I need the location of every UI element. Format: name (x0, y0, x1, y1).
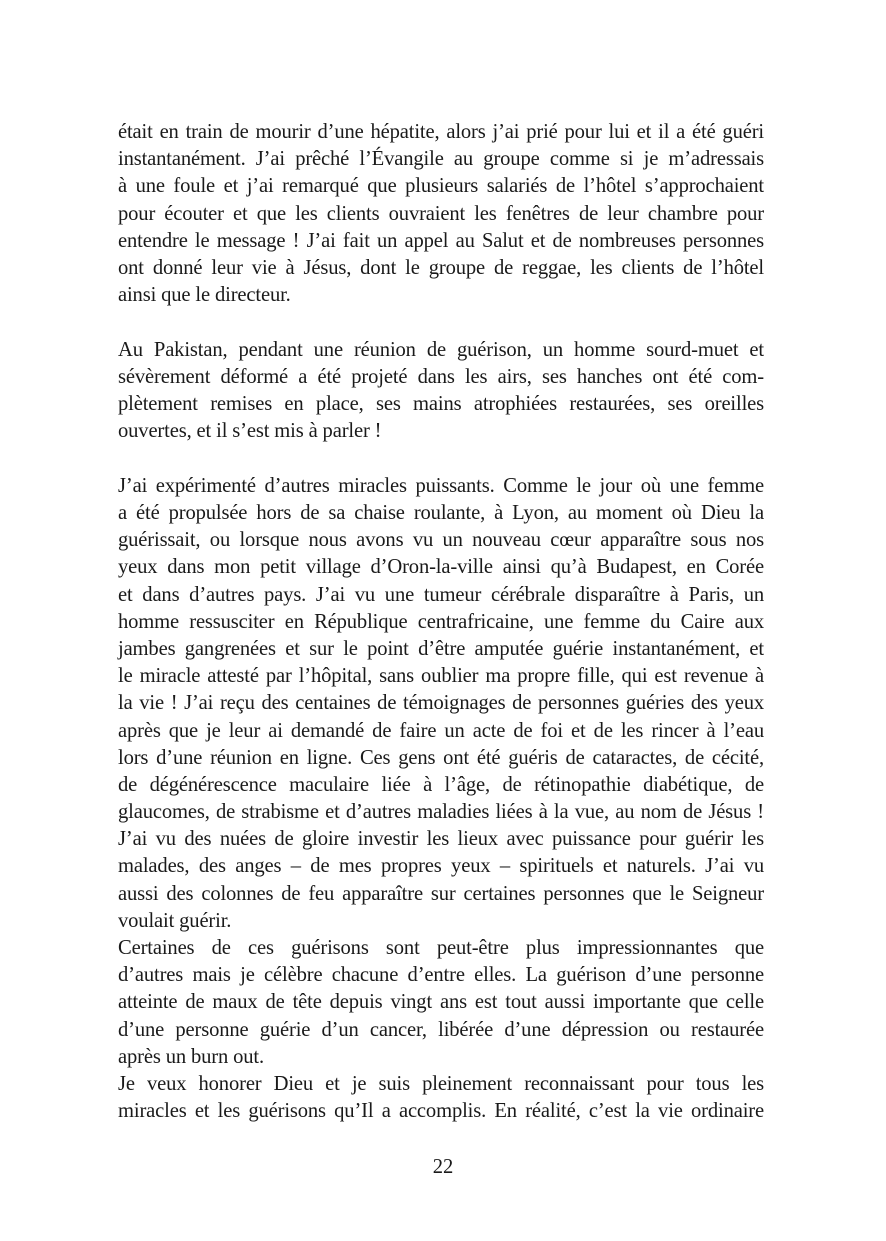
text-line: homme ressusciter en République centrafricaine, une femme du Caire aux (118, 610, 764, 633)
text-line: voulait guérir. (118, 909, 232, 932)
text-line: et dans d’autres pays. J’ai vu une tumeur cérébrale disparaître à Paris, un (118, 583, 764, 606)
text-line: guérissait, ou lorsque nous avons vu un nouveau cœur apparaître sous nos (118, 529, 764, 552)
text-line: ainsi que le directeur. (118, 284, 291, 307)
text-line: était en train de mourir d’une hépatite, alors j’ai prié pour lui et il a été guéri (118, 121, 764, 143)
text-line: Certaines de ces guérisons sont peut-être plus impressionnantes que (118, 937, 764, 960)
paragraph-gap (118, 445, 764, 472)
text-line: malades, des anges – de mes propres yeux – spirituels et naturels. J’ai vu (118, 855, 764, 878)
text-line: plètement remises en place, ses mains atrophiées restaurées, ses oreilles (118, 393, 764, 416)
paragraph-pakistan (118, 337, 764, 446)
text-line: d’une personne guérie d’un cancer, libérée d’une dépression ou restaurée (118, 1018, 764, 1041)
text-line: après un burn out. (118, 1045, 265, 1068)
text-line: après que je leur ai demandé de faire un acte de foi et de les rincer à l’eau (118, 719, 764, 742)
text-line: de dégénérescence maculaire liée à l’âge, de rétinopathie diabétique, de (118, 773, 764, 796)
text-line: à une foule et j’ai remarqué que plusieurs salariés de l’hôtel s’approchaient (118, 175, 764, 198)
text-line: Je veux honorer Dieu et je suis pleinement reconnaissant pour tous les (118, 1072, 764, 1095)
text-line: J’ai vu des nuées de gloire investir les lieux avec puissance pour guérir les (118, 828, 764, 851)
text-line: jambes gangrenées et sur le point d’être amputée guérie instantanément, et (118, 637, 764, 660)
paragraph-other-miracles (118, 473, 764, 935)
paragraph-honor-god (118, 1071, 764, 1125)
text-line: instantanément. J’ai prêché l’Évangile au groupe comme si je m’adressais (118, 148, 764, 171)
page-body (118, 119, 764, 1125)
text-line: aussi des colonnes de feu apparaître sur certaines personnes que le Seigneur (118, 882, 764, 905)
text-line: Au Pakistan, pendant une réunion de guérison, un homme sourd-muet et (118, 338, 764, 361)
text-line: ouvertes, et il s’est mis à parler ! (118, 420, 382, 443)
page-number: 22 (432, 1156, 454, 1178)
text-line: sévèrement déformé a été projeté dans les airs, ses hanches ont été com- (118, 365, 764, 388)
text-line: glaucomes, de strabisme et d’autres maladies liées à la vue, au nom de Jésus ! (118, 801, 764, 824)
paragraph-hotel-testimony (118, 119, 764, 309)
text-line: J’ai expérimenté d’autres miracles puissants. Comme le jour où une femme (118, 474, 764, 497)
paragraph-gap (118, 309, 764, 336)
text-line: pour écouter et que les clients ouvraient les fenêtres de leur chambre pour (118, 202, 764, 225)
text-line: la vie ! J’ai reçu des centaines de témoignages de personnes guéries des yeux (118, 692, 764, 715)
paragraph-celebrate-healings (118, 935, 764, 1071)
text-line: d’autres mais je célèbre chacune d’entre elles. La guérison d’une personne (118, 964, 764, 987)
text-line: ont donné leur vie à Jésus, dont le groupe de reggae, les clients de l’hôtel (118, 256, 764, 279)
text-line: miracles et les guérisons qu’Il a accomplis. En réalité, c’est la vie ordinaire (118, 1100, 764, 1123)
text-line: yeux dans mon petit village d’Oron-la-ville ainsi qu’à Budapest, en Corée (118, 556, 764, 579)
text-line: lors d’une réunion en ligne. Ces gens ont été guéris de cataractes, de cécité, (118, 746, 764, 769)
text-line: atteinte de maux de tête depuis vingt ans est tout aussi importante que celle (118, 991, 764, 1014)
text-line: le miracle attesté par l’hôpital, sans oublier ma propre fille, qui est revenue à (118, 665, 764, 688)
text-line: entendre le message ! J’ai fait un appel au Salut et de nombreuses personnes (118, 229, 764, 252)
text-line: a été propulsée hors de sa chaise roulante, à Lyon, au moment où Dieu la (118, 502, 764, 525)
